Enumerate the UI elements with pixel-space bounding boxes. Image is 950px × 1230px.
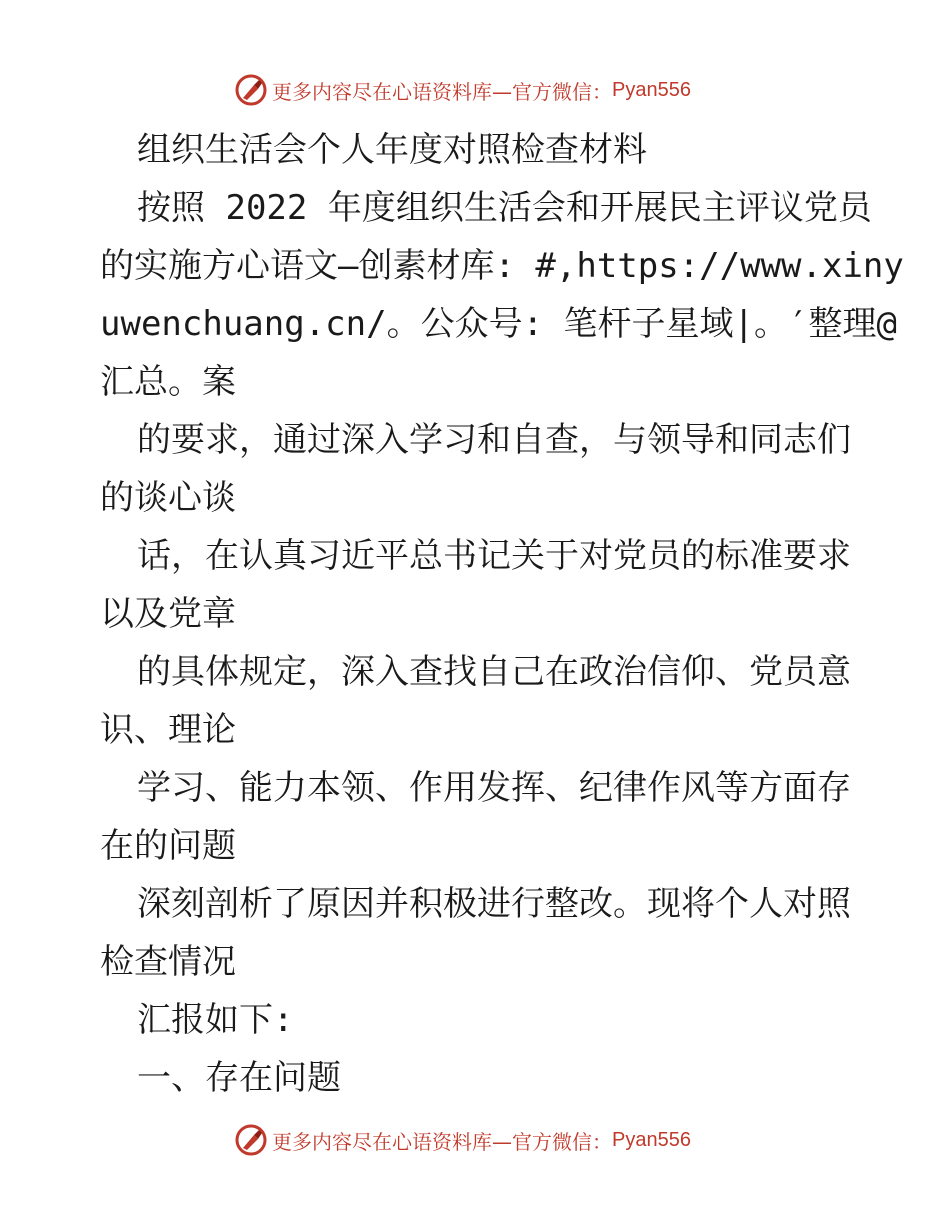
- paragraph-line: 学习、能力本领、作用发挥、纪律作风等方面存: [137, 768, 851, 808]
- footer-banner-text: 更多内容尽在心语资料库—官方微信：: [272, 1129, 612, 1154]
- footer-wechat-id: Pyan556: [612, 1128, 691, 1151]
- paragraph-line: 的具体规定，深入查找自己在政治信仰、党员意: [137, 652, 851, 692]
- paragraph-line: 识、理论: [100, 710, 236, 750]
- pen-logo-icon: [234, 1123, 268, 1157]
- paragraph-line: 汇报如下:: [137, 1000, 294, 1040]
- paragraph-line: 话，在认真习近平总书记关于对党员的标准要求: [137, 536, 851, 576]
- header-wechat-id: Pyan556: [612, 78, 691, 101]
- paragraph-line: 在的问题: [100, 826, 236, 866]
- paragraph-line: 的实施方心语文—创素材库: #,https://www.xiny: [100, 246, 904, 286]
- paragraph-line: uwenchuang.cn/。公众号: 笔杆子星域|。′整理@: [100, 304, 897, 344]
- paragraph-line: 的谈心谈: [100, 478, 236, 518]
- header-banner-text: 更多内容尽在心语资料库—官方微信：: [272, 79, 612, 104]
- paragraph-line: 检查情况: [100, 942, 236, 982]
- paragraph-line: 以及党章: [100, 594, 236, 634]
- paragraph-line: 深刻剖析了原因并积极进行整改。现将个人对照: [137, 884, 851, 924]
- footer-watermark-banner: [234, 1120, 691, 1160]
- section-heading: 一、存在问题: [137, 1058, 341, 1098]
- paragraph-line: 按照 2022 年度组织生活会和开展民主评议党员: [137, 188, 872, 228]
- document-title: 组织生活会个人年度对照检查材料: [137, 130, 647, 170]
- header-watermark-banner: [234, 70, 691, 110]
- document-body: [0, 121, 950, 1107]
- paragraph-line: 汇总。案: [100, 362, 236, 402]
- pen-logo-icon: [234, 73, 268, 107]
- paragraph-line: 的要求，通过深入学习和自查，与领导和同志们: [137, 420, 851, 460]
